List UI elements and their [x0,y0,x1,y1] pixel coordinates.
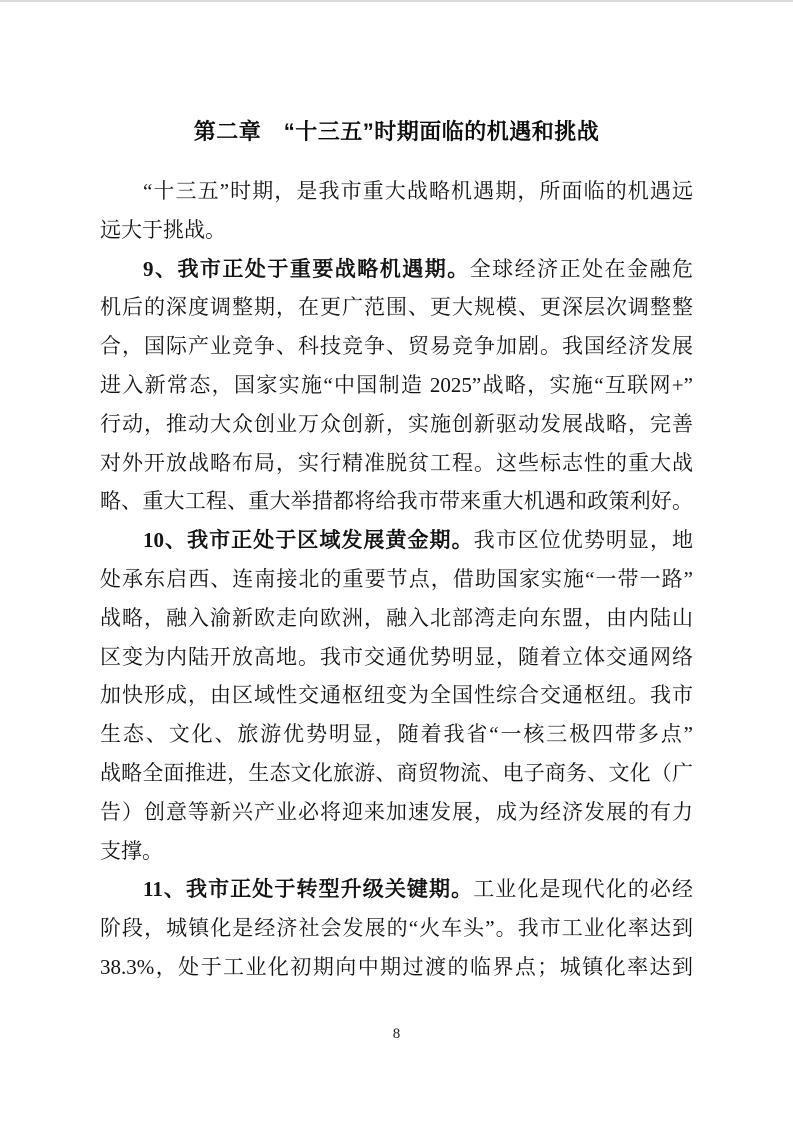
text-line [100,715,693,754]
body-text: 阶段，城镇化是经济社会发展的“火车头”。我市工业化率达到 [100,916,693,941]
chapter-title: 第二章 “十三五”时期面临的机遇和挑战 [193,119,600,144]
text-line [100,638,693,677]
text-line [100,676,693,715]
body-text: 机后的深度调整期，在更广范围、更大规模、更深层次调整整 [100,295,693,320]
body-text: 38.3%，处于工业化初期向中期过渡的临界点；城镇化率达到 [100,954,693,979]
document-body [100,172,693,987]
paragraph [100,172,693,250]
body-text: “十三五”时期，是我市重大战略机遇期，所面临的机遇远 [143,179,693,203]
page-top-edge [0,0,793,2]
text-line [100,599,693,638]
body-text: 远大于挑战。 [100,217,226,242]
text-line [100,327,693,366]
text-line [100,211,693,250]
bold-lead-in-text: 10、我市正处于区域发展黄金期。 [143,528,474,553]
text-line [100,870,693,909]
text-line [100,250,693,289]
body-text: 区变为内陆开放高地。我市交通优势明显，随着立体交通网络 [100,644,693,669]
body-text: 全球经济正处在金融危 [469,256,693,281]
text-line [100,832,693,871]
text-line [100,444,693,483]
text-line [100,172,693,211]
bold-lead-in-text: 11、我市正处于转型升级关键期。 [143,877,474,902]
body-text: 我市区位优势明显，地 [473,528,693,553]
body-text: 略、重大工程、重大举措都将给我市带来重大机遇和政策利好。 [100,489,693,514]
body-text: 加快形成，由区域性交通枢纽变为全国性综合交通枢纽。我市 [100,683,693,708]
body-text: 支撑。 [100,838,163,863]
body-text: 行动，推动大众创业万众创新，实施创新驱动发展战略，完善 [100,411,693,436]
text-line [100,405,693,444]
body-text: 进入新常态，国家实施“中国制造 2025”战略，实施“互联网+” [100,372,693,397]
paragraph [100,870,693,986]
body-text: 战略全面推进，生态文化旅游、商贸物流、电子商务、文化（广 [100,760,693,785]
page-number: 8 [392,1026,401,1042]
body-text: 处承东启西、连南接北的重要节点，借助国家实施“一带一路” [100,566,693,591]
bold-lead-in-text: 9、我市正处于重要战略机遇期。 [143,256,470,281]
body-text: 合，国际产业竞争、科技竞争、贸易竞争加剧。我国经济发展 [100,334,693,359]
paragraph [100,250,693,522]
text-line [100,366,693,405]
text-line [100,948,693,987]
text-line [100,521,693,560]
body-text: 告）创意等新兴产业必将迎来加速发展，成为经济发展的有力 [100,799,693,824]
text-line [100,560,693,599]
body-text: 工业化是现代化的必经 [473,877,694,902]
body-text: 战略，融入渝新欧走向欧洲，融入北部湾走向东盟，由内陆山 [100,605,693,630]
body-text: 生态、文化、旅游优势明显，随着我省“一核三极四带多点” [100,722,693,747]
text-line [100,754,693,793]
paragraph [100,521,693,870]
text-line [100,288,693,327]
text-line [100,793,693,832]
text-line [100,482,693,521]
text-line [100,909,693,948]
body-text: 对外开放战略布局，实行精准脱贫工程。这些标志性的重大战 [100,450,693,475]
